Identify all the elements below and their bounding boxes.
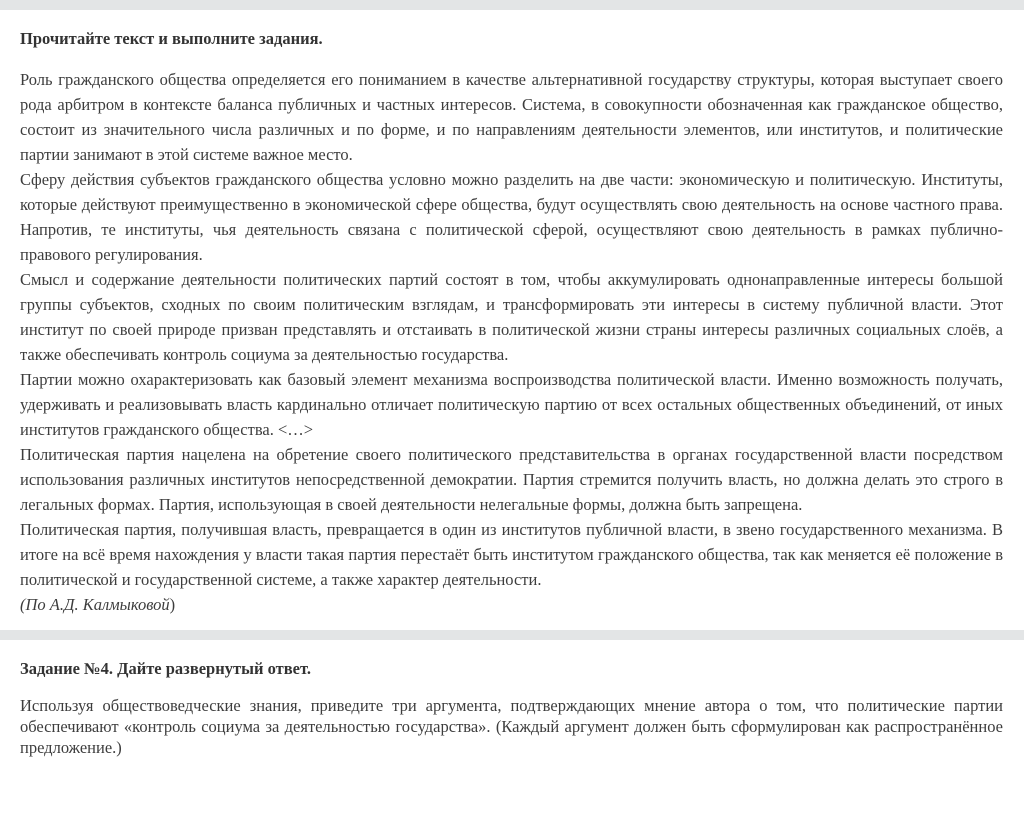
text-paragraph-6: Политическая партия, получившая власть, превращается в один из институтов публичной власти, в звено государственного механизма. В итоге на всё время нахождения у власти такая партия перестаёт быть институтом гражданского общества, так как меняется её положение в политической и государственной системе, а также характер деятельности. bbox=[20, 520, 1003, 589]
task-heading: Задание №4. Дайте развернутый ответ. bbox=[20, 659, 311, 678]
reading-section bbox=[0, 28, 1024, 617]
task-section bbox=[0, 658, 1024, 758]
text-paragraph-2: Сферу действия субъектов гражданского общества условно можно разделить на две части: экономическую и политическую. Институты, которые действуют преимущественно в экономической сфере общества, будут осуществлять свою деятельность на основе частного права. Напротив, те институты, чья деятельность связана с политической сферой, осуществляют свою деятельность в рамках публично-правового регулирования. bbox=[20, 170, 1003, 264]
top-divider bbox=[0, 0, 1024, 10]
section-divider bbox=[0, 630, 1024, 640]
source-open-paren: ( bbox=[20, 595, 26, 614]
text-paragraph-1: Роль гражданского общества определяется его пониманием в качестве альтернативной государству структуры, которая выступает своего рода арбитром в контексте баланса публичных и частных интересов. Система, в совокупности обозначенная как гражданское общество, состоит из значительного числа различных и по форме, и по направлениям деятельности элементов, или институтов, и политические партии занимают в этой системе важное место. bbox=[20, 70, 1003, 164]
text-paragraph-3: Смысл и содержание деятельности политических партий состоят в том, чтобы аккумулировать однонаправленные интересы большой группы субъектов, сходных по своим политическим взглядам, и трансформировать эти интересы в систему публичной власти. Этот институт по своей природе призван представлять и отстаивать в политической жизни страны интересы различных социальных слоёв, а также обеспечивать контроль социума за деятельностью государства. bbox=[20, 270, 1003, 364]
source-close-paren: ) bbox=[169, 595, 176, 614]
text-paragraph-4: Партии можно охарактеризовать как базовый элемент механизма воспроизводства политической власти. Именно возможность получать, удерживать и реализовывать власть кардинально отличает политическую партию от всех остальных общественных объединений, от иных институтов гражданского общества. <…> bbox=[20, 370, 1003, 439]
task-text: Используя обществоведческие знания, приведите три аргумента, подтверждающих мнение автора о том, что политические партии обеспечивают «контроль социума за деятельностью государства». (Каждый аргумент должен быть сформулирован как распространённое предложение.) bbox=[20, 696, 1003, 757]
reading-heading: Прочитайте текст и выполните задания. bbox=[20, 29, 323, 48]
source-attribution bbox=[20, 592, 1003, 617]
text-paragraph-5: Политическая партия нацелена на обретение своего политического представительства в органах государственной власти посредством использования различных институтов непосредственной демократии. Партия стремится получить власть, но должна делать это строго в легальных формах. Партия, использующая в своей деятельности нелегальные формы, должна быть запрещена. bbox=[20, 445, 1003, 514]
source-author: По А.Д. Калмыковой bbox=[25, 595, 170, 614]
